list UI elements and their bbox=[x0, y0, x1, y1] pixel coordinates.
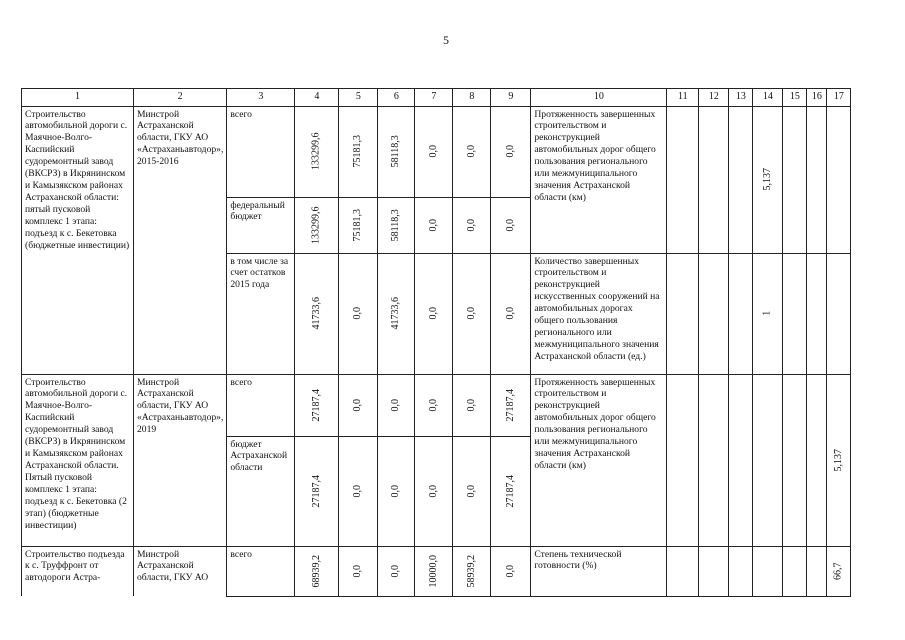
value-cell bbox=[699, 546, 729, 596]
value-cell: 10000,0 bbox=[415, 546, 453, 596]
header-row bbox=[22, 89, 851, 107]
value-cell: 41733,6 bbox=[378, 253, 415, 374]
value-cell: 68939,2 bbox=[295, 546, 339, 596]
value-cell bbox=[783, 546, 807, 596]
value-cell: 75181,3 bbox=[339, 197, 378, 253]
header-cell: 9 bbox=[491, 89, 531, 107]
value-cell: 0,0 bbox=[378, 436, 415, 546]
value-cell: 133299,6 bbox=[295, 106, 339, 197]
header-cell: 4 bbox=[295, 89, 339, 107]
indicator-cell: Степень технической готовности (%) bbox=[531, 546, 667, 596]
value-cell: 1 bbox=[753, 253, 783, 374]
value-cell bbox=[667, 253, 699, 374]
value-cell: 0,0 bbox=[415, 253, 453, 374]
value-cell: 0,0 bbox=[453, 253, 491, 374]
value-cell bbox=[699, 253, 729, 374]
header-cell: 10 bbox=[531, 89, 667, 107]
value-cell: 0,0 bbox=[339, 436, 378, 546]
value-cell: 0,0 bbox=[339, 546, 378, 596]
value-cell bbox=[783, 374, 807, 546]
value-cell: 0,0 bbox=[453, 374, 491, 436]
value-cell: 41733,6 bbox=[295, 253, 339, 374]
project-name-cell: Строительство автомобильной дороги с. Маячное-Волго-Каспийский судоремонтный завод (ВКСРЗ) в Икрянинском и Камызякском районах Астраханской области. Пятый пусковой комплекс 1 этапа: подъезд к с. Бекетовка (2 этап) (бюджетные инвестиции) bbox=[22, 374, 134, 546]
project-name-cell: Строительство подъезда к с. Труффронт от автодороги Астра- bbox=[22, 546, 134, 596]
funding-source-cell: федеральный бюджет bbox=[227, 197, 295, 253]
value-cell: 58118,3 bbox=[378, 106, 415, 197]
value-cell bbox=[729, 546, 753, 596]
value-cell: 0,0 bbox=[491, 106, 531, 197]
value-cell: 0,0 bbox=[491, 197, 531, 253]
value-cell: 58939,2 bbox=[453, 546, 491, 596]
header-cell: 1 bbox=[22, 89, 134, 107]
header-cell: 6 bbox=[378, 89, 415, 107]
value-cell: 0,0 bbox=[453, 436, 491, 546]
value-cell: 27187,4 bbox=[491, 374, 531, 436]
value-cell: 58118,3 bbox=[378, 197, 415, 253]
value-cell: 0,0 bbox=[415, 106, 453, 197]
header-cell: 3 bbox=[227, 89, 295, 107]
header-cell: 7 bbox=[415, 89, 453, 107]
value-cell bbox=[667, 546, 699, 596]
value-cell bbox=[667, 106, 699, 253]
value-cell bbox=[783, 253, 807, 374]
header-cell: 16 bbox=[807, 89, 827, 107]
executor-cell: Минстрой Астраханской области, ГКУ АО «Астраханьавтодор», 2015-2016 bbox=[134, 106, 227, 374]
funding-source-cell: бюджет Астраханской области bbox=[227, 436, 295, 546]
program-table bbox=[21, 88, 851, 597]
value-cell: 0,0 bbox=[339, 374, 378, 436]
header-cell: 17 bbox=[827, 89, 851, 107]
header-cell: 2 bbox=[134, 89, 227, 107]
value-cell bbox=[753, 546, 783, 596]
indicator-cell: Количество завершенных строительством и реконструкцией искусственных сооружений на автомобильных дорогах общего пользования регионального или межмуниципального значения Астраханской области (ед.) bbox=[531, 253, 667, 374]
header-cell: 8 bbox=[453, 89, 491, 107]
funding-source-cell: в том числе за счет остатков 2015 года bbox=[227, 253, 295, 374]
table-row bbox=[22, 106, 851, 197]
value-cell: 0,0 bbox=[378, 546, 415, 596]
value-cell bbox=[699, 374, 729, 546]
page-number: 5 bbox=[443, 33, 449, 47]
value-cell: 75181,3 bbox=[339, 106, 378, 197]
value-cell bbox=[699, 106, 729, 253]
value-cell: 0,0 bbox=[491, 546, 531, 596]
funding-source-cell: всего bbox=[227, 374, 295, 436]
header-cell: 11 bbox=[667, 89, 699, 107]
value-cell: 0,0 bbox=[453, 106, 491, 197]
value-cell bbox=[827, 253, 851, 374]
value-cell bbox=[807, 374, 827, 546]
value-cell: 0,0 bbox=[453, 197, 491, 253]
table-row bbox=[22, 374, 851, 436]
indicator-cell: Протяженность завершенных строительством и реконструкцией автомобильных дорог общего пользования регионального или межмуниципального значения Астраханской области (км) bbox=[531, 374, 667, 546]
value-cell bbox=[729, 106, 753, 253]
value-cell: 5,137 bbox=[753, 106, 783, 253]
executor-cell: Минстрой Астраханской области, ГКУ АО «Астраханьавтодор», 2019 bbox=[134, 374, 227, 546]
value-cell: 27187,4 bbox=[295, 374, 339, 436]
value-cell: 0,0 bbox=[378, 374, 415, 436]
header-cell: 5 bbox=[339, 89, 378, 107]
indicator-cell: Протяженность завершенных строительством и реконструкцией автомобильных дорог общего пользования регионального или межмуниципального значения Астраханской области (км) bbox=[531, 106, 667, 253]
header-cell: 12 bbox=[699, 89, 729, 107]
value-cell bbox=[783, 106, 807, 253]
value-cell: 27187,4 bbox=[491, 436, 531, 546]
value-cell bbox=[667, 374, 699, 546]
header-cell: 13 bbox=[729, 89, 753, 107]
value-cell bbox=[807, 106, 827, 253]
value-cell: 0,0 bbox=[415, 374, 453, 436]
header-cell: 14 bbox=[753, 89, 783, 107]
value-cell bbox=[729, 253, 753, 374]
executor-cell: Минстрой Астраханской области, ГКУ АО bbox=[134, 546, 227, 596]
header-cell: 15 bbox=[783, 89, 807, 107]
value-cell bbox=[827, 106, 851, 253]
value-cell: 0,0 bbox=[415, 436, 453, 546]
value-cell bbox=[753, 374, 783, 546]
project-name-cell: Строительство автомобильной дороги с. Маячное-Волго-Каспийский судоремонтный завод (ВКСРЗ) в Икрянинском и Камызякском районах Астраханской области: пятый пусковой комплекс 1 этапа: подъезд к с. Бекетовка (бюджетные инвестиции) bbox=[22, 106, 134, 374]
value-cell: 27187,4 bbox=[295, 436, 339, 546]
value-cell: 0,0 bbox=[491, 253, 531, 374]
funding-source-cell: всего bbox=[227, 546, 295, 596]
value-cell: 5,137 bbox=[827, 374, 851, 546]
value-cell: 0,0 bbox=[415, 197, 453, 253]
value-cell: 133299,6 bbox=[295, 197, 339, 253]
value-cell: 0,0 bbox=[339, 253, 378, 374]
value-cell bbox=[807, 253, 827, 374]
funding-source-cell: всего bbox=[227, 106, 295, 197]
table-row bbox=[22, 546, 851, 596]
value-cell: 66,7 bbox=[827, 546, 851, 596]
value-cell bbox=[729, 374, 753, 546]
value-cell bbox=[807, 546, 827, 596]
